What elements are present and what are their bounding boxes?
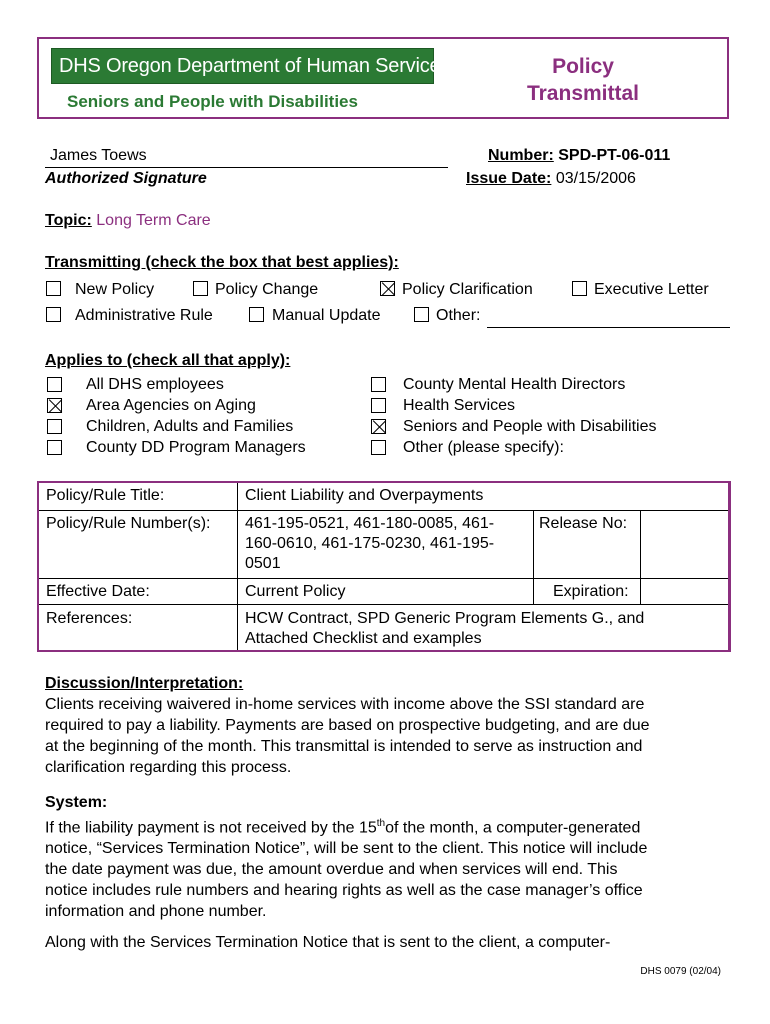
ordinal-suffix: th: [376, 818, 386, 829]
references-value: [245, 609, 644, 649]
number-label: Number:: [488, 147, 554, 164]
label-manual-update: Manual Update: [272, 307, 381, 324]
system-heading: System:: [45, 794, 108, 811]
discussion-line: clarification regarding this process.: [45, 759, 292, 776]
discussion-line: Clients receiving waivered in-home services with income above the SSI standard are: [45, 696, 645, 713]
system-line: information and phone number.: [45, 903, 267, 921]
document-type-line1: Policy: [552, 55, 614, 78]
topic-value: Long Term Care: [96, 212, 211, 229]
discussion-line: required to pay a liability. Payments are based on prospective budgeting, and are due: [45, 717, 650, 734]
checkbox-policy-clarification[interactable]: [380, 281, 395, 296]
label-executive-letter: Executive Letter: [594, 281, 709, 298]
form-number: DHS 0079 (02/04): [640, 966, 721, 977]
continuation-text: Along with the Services Termination Notice that is sent to the client, a computer-: [45, 934, 611, 951]
signature-line: [45, 167, 448, 168]
header-box: [37, 37, 729, 119]
checkbox-children-adults-families[interactable]: [47, 419, 62, 434]
label-other-specify: Other (please specify):: [403, 439, 564, 456]
topic-label: Topic:: [45, 212, 92, 229]
release-number-label: Release No:: [539, 515, 628, 532]
table-divider: [39, 604, 728, 605]
transmitting-heading: Transmitting (check the box that best applies):: [45, 254, 399, 271]
table-divider: [39, 578, 728, 579]
checkbox-executive-letter[interactable]: [572, 281, 587, 296]
system-body: [45, 813, 725, 922]
signature-label: Authorized Signature: [45, 170, 207, 187]
checkbox-area-agencies-on-aging[interactable]: [47, 398, 62, 413]
effective-date-value: Current Policy: [245, 583, 346, 600]
checkbox-health-services[interactable]: [371, 398, 386, 413]
label-area-agencies-on-aging: Area Agencies on Aging: [86, 397, 256, 414]
checkbox-all-dhs-employees[interactable]: [47, 377, 62, 392]
topic: [45, 212, 211, 230]
references-label: References:: [46, 610, 133, 627]
program-title: Seniors and People with Disabilities: [67, 92, 358, 111]
system-line-part: of the month, a computer-generated: [385, 819, 641, 837]
label-children-adults-families: Children, Adults and Families: [86, 418, 294, 435]
policy-number-line: 461-195-0521, 461-180-0085, 461-: [245, 515, 495, 532]
checkbox-manual-update[interactable]: [249, 307, 264, 322]
document-type: [522, 53, 644, 107]
table-divider: [237, 483, 238, 650]
references-line: HCW Contract, SPD Generic Program Elements G., and: [245, 610, 645, 627]
label-administrative-rule: Administrative Rule: [75, 307, 213, 324]
checkbox-other-specify[interactable]: [371, 440, 386, 455]
table-divider: [39, 510, 728, 511]
discussion-body: [45, 694, 725, 778]
checkbox-other[interactable]: [414, 307, 429, 322]
label-policy-change: Policy Change: [215, 281, 319, 298]
checkbox-county-mental-health-directors[interactable]: [371, 377, 386, 392]
document-type-line2: Transmittal: [526, 82, 640, 105]
policy-title-label: Policy/Rule Title:: [46, 487, 165, 504]
label-policy-clarification: Policy Clarification: [402, 281, 533, 298]
discussion-line: at the beginning of the month. This transmittal is intended to serve as instruction and: [45, 738, 643, 755]
label-seniors-people-disabilities: Seniors and People with Disabilities: [403, 418, 657, 435]
signature-name: James Toews: [50, 147, 147, 164]
label-other: Other:: [436, 307, 481, 324]
references-line: Attached Checklist and examples: [245, 630, 482, 647]
checkbox-county-dd-program-managers[interactable]: [47, 440, 62, 455]
system-line: notice includes rule numbers and hearing rights as well as the case manager’s office: [45, 882, 643, 900]
system-line: [45, 813, 725, 838]
issue-date-value: 03/15/2006: [555, 170, 636, 187]
policy-number-label: Policy/Rule Number(s):: [46, 515, 211, 532]
number-value: SPD-PT-06-011: [558, 147, 671, 164]
applies-to-heading: Applies to (check all that apply):: [45, 352, 291, 369]
checkbox-policy-change[interactable]: [193, 281, 208, 296]
policy-number-line: 0501: [245, 555, 281, 572]
policy-number-line: 160-0610, 461-175-0230, 461-195-: [245, 535, 495, 552]
effective-date-label: Effective Date:: [46, 583, 150, 600]
dhs-logo: [51, 48, 451, 84]
label-county-mental-health-directors: County Mental Health Directors: [403, 376, 626, 393]
expiration-label: Expiration:: [553, 583, 629, 600]
table-divider: [640, 510, 641, 604]
system-line-part: If the liability payment is not received by the 15: [45, 819, 377, 837]
issue-date-label: Issue Date:: [466, 170, 552, 187]
checkbox-administrative-rule[interactable]: [46, 307, 61, 322]
label-all-dhs-employees: All DHS employees: [86, 376, 224, 393]
logo-text: DHS Oregon Department of Human Services: [59, 54, 451, 77]
policy-table: [37, 481, 731, 652]
discussion-heading: Discussion/Interpretation:: [45, 675, 244, 692]
policy-number-value: [245, 514, 494, 574]
transmittal-number: [488, 147, 670, 165]
other-specify-field[interactable]: [487, 327, 730, 328]
system-line: notice, “Services Termination Notice”, will be sent to the client. This notice will include: [45, 840, 648, 858]
policy-title-value: Client Liability and Overpayments: [245, 487, 484, 504]
system-line: the date payment was due, the amount overdue and when services will end. This: [45, 861, 618, 879]
label-county-dd-program-managers: County DD Program Managers: [86, 439, 306, 456]
label-health-services: Health Services: [403, 397, 516, 414]
checkbox-seniors-people-disabilities[interactable]: [371, 419, 386, 434]
checkbox-new-policy[interactable]: [46, 281, 61, 296]
table-divider: [533, 510, 534, 604]
issue-date: [466, 170, 636, 188]
label-new-policy: New Policy: [75, 281, 155, 298]
